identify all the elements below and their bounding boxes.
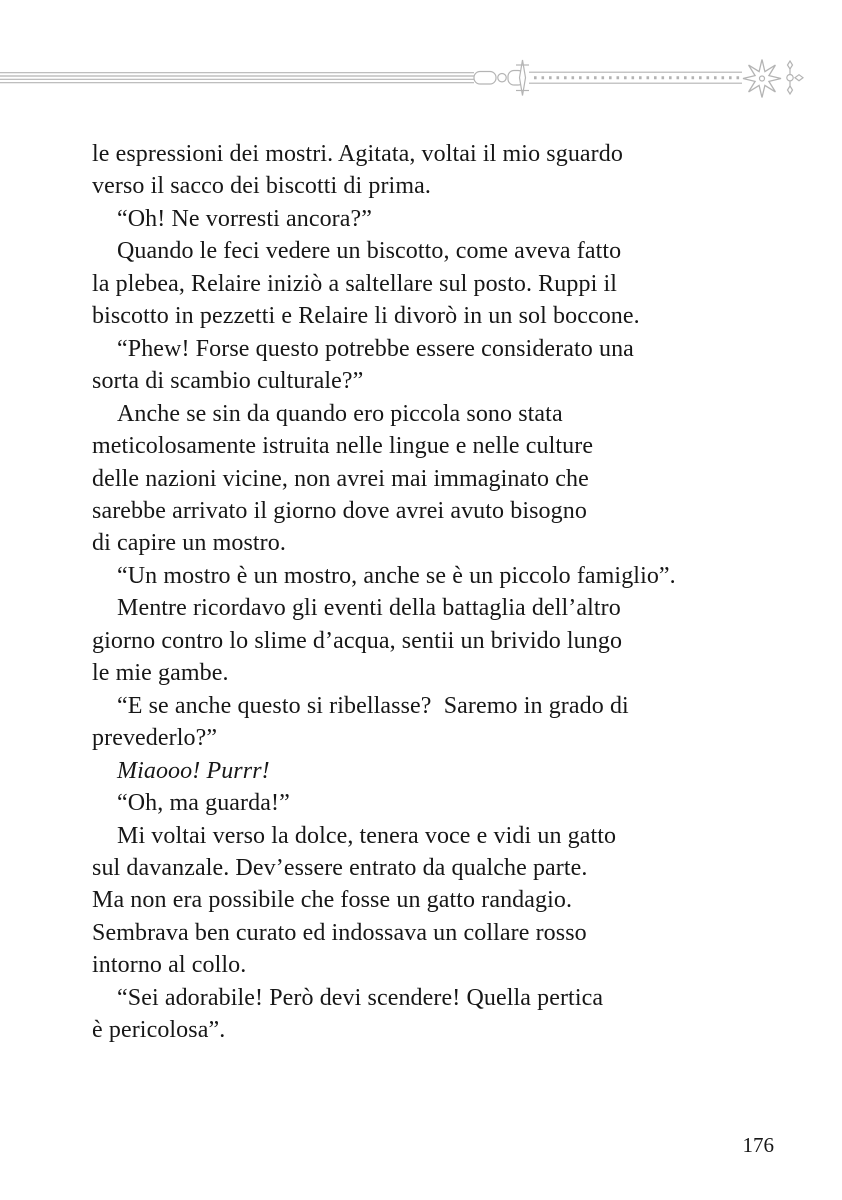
text-line: le espressioni dei mostri. Agitata, voltai il mio sguardo bbox=[92, 141, 623, 167]
text-line: verso il sacco dei biscotti di prima. bbox=[92, 173, 431, 200]
text-line: la plebea, Relaire iniziò a saltellare sul posto. Ruppi il bbox=[92, 270, 617, 297]
text-line: intorno al collo. bbox=[92, 952, 247, 979]
text-line: di capire un mostro. bbox=[92, 530, 286, 557]
text-line: “Phew! Forse questo potrebbe essere considerato una bbox=[117, 335, 634, 362]
text-line: sul davanzale. Dev’essere entrato da qualche parte. bbox=[92, 854, 588, 881]
page-number: 176 bbox=[742, 1133, 774, 1157]
text-line: Ma non era possibile che fosse un gatto randagio. bbox=[92, 887, 573, 914]
text-line: “E se anche questo si ribellasse? Saremo in grado di bbox=[117, 692, 629, 719]
text-line: Miaooo! Purrr! bbox=[117, 757, 270, 784]
text-line: è pericolosa”. bbox=[92, 1017, 226, 1044]
text-line: meticolosamente istruita nelle lingue e nelle culture bbox=[92, 433, 594, 460]
text-line: “Sei adorabile! Però devi scendere! Quella pertica bbox=[117, 984, 604, 1011]
text-line: sarebbe arrivato il giorno dove avrei avuto bisogno bbox=[92, 497, 587, 524]
text-line: sorta di scambio culturale?” bbox=[92, 368, 364, 395]
text-line: giorno contro lo slime d’acqua, sentii un brivido lungo bbox=[92, 627, 623, 654]
header-ornament-divider bbox=[0, 54, 842, 102]
text-line: prevederlo?” bbox=[92, 725, 218, 752]
text-line: delle nazioni vicine, non avrei mai immaginato che bbox=[92, 465, 589, 492]
text-line: “Un mostro è un mostro, anche se è un piccolo famiglio”. bbox=[117, 562, 676, 589]
text-line: biscotto in pezzetti e Relaire li divorò in un sol boccone. bbox=[92, 303, 640, 330]
text-line: Anche se sin da quando ero piccola sono stata bbox=[117, 400, 563, 427]
page-text bbox=[92, 138, 752, 1047]
text-line: Quando le feci vedere un biscotto, come aveva fatto bbox=[117, 238, 622, 265]
text-line: Mentre ricordavo gli eventi della battaglia dell’altro bbox=[117, 595, 621, 622]
text-line: Mi voltai verso la dolce, tenera voce e vidi un gatto bbox=[117, 822, 617, 849]
text-line: Sembrava ben curato ed indossava un collare rosso bbox=[92, 919, 587, 946]
text-line: “Oh! Ne vorresti ancora?” bbox=[117, 205, 373, 232]
text-line: “Oh, ma guarda!” bbox=[117, 790, 290, 817]
text-line: le mie gambe. bbox=[92, 660, 229, 687]
